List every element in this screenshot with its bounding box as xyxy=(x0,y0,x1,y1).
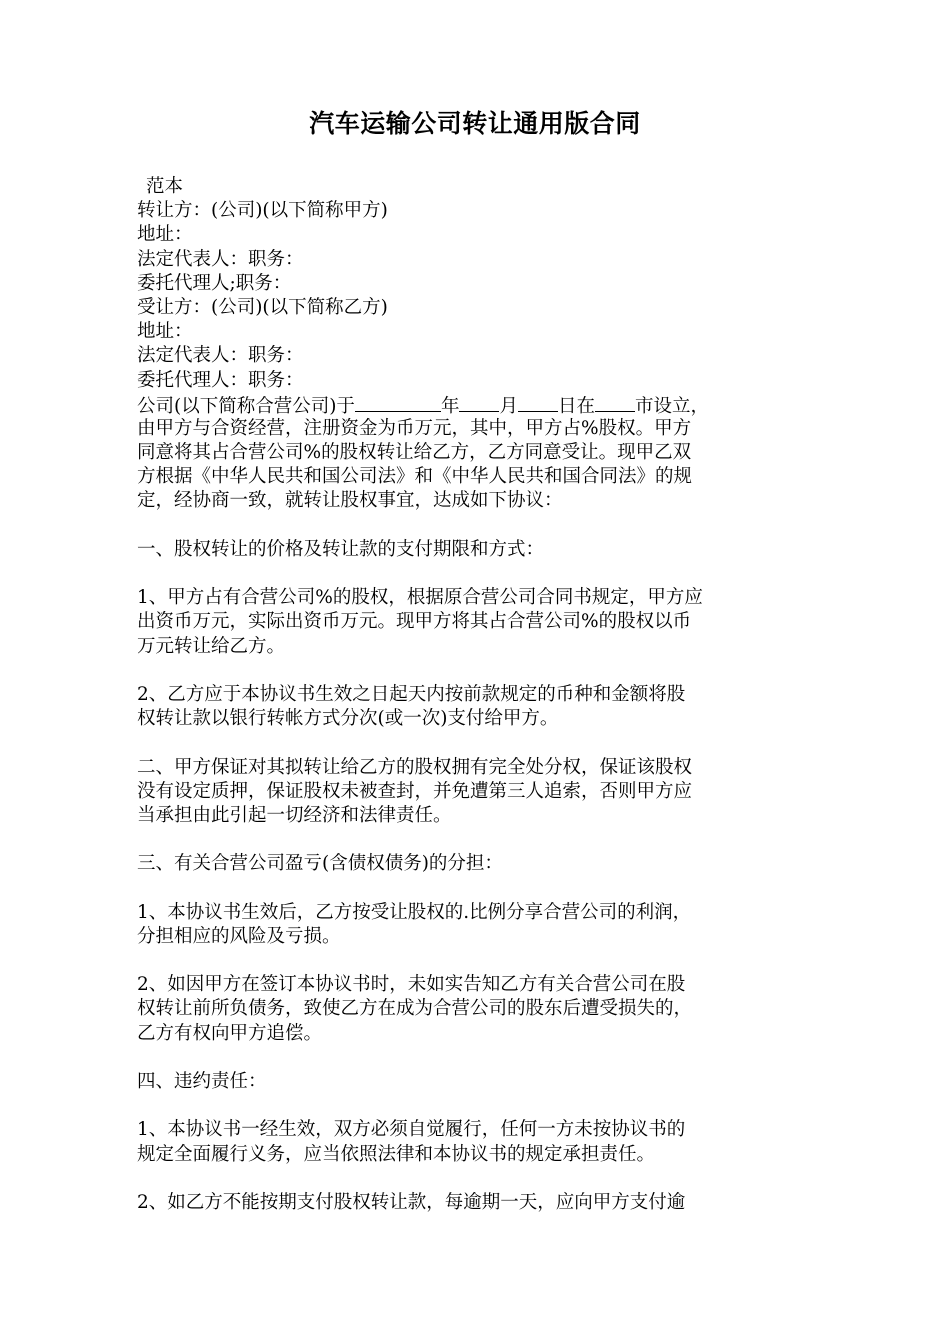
clause-line: 1、甲方占有合营公司%的股权，根据原合营公司合同书规定，甲方应 xyxy=(137,587,703,609)
intro-city-text: 市设立， xyxy=(634,395,709,417)
clause-paragraph xyxy=(137,1191,817,1215)
clause-paragraph xyxy=(137,586,817,659)
clause-paragraph xyxy=(137,538,817,562)
intro-day-text: 日在 xyxy=(557,395,595,417)
document-body xyxy=(137,175,817,1215)
intro-month-text: 月 xyxy=(499,395,518,417)
clause-paragraph xyxy=(137,973,817,1046)
clause-paragraph xyxy=(137,1070,817,1094)
city-blank xyxy=(595,393,635,412)
clause-line: 出资币万元，实际出资币万元。现甲方将其占合营公司%的股权以币 xyxy=(137,611,692,633)
intro-line: 方根据《中华人民共和国公司法》和《中华人民共和国合同法》的规 xyxy=(137,466,693,488)
intro-line: 由甲方与合资经营，注册资金为币万元，其中，甲方占%股权。甲方 xyxy=(137,417,692,439)
clause-line: 分担相应的风险及亏损。 xyxy=(137,925,341,947)
document-title: 汽车运输公司转让通用版合同 xyxy=(309,109,641,138)
party-info-line: 地址： xyxy=(137,321,193,343)
intro-first-line xyxy=(137,393,817,417)
clause-line: 权转让前所负债务，致使乙方在成为合营公司的股东后遭受损失的， xyxy=(137,998,693,1020)
intro-company-text: 公司(以下简称合营公司)于 xyxy=(137,395,355,417)
clause-paragraph xyxy=(137,901,817,949)
clause-paragraph xyxy=(137,1118,817,1166)
clause-line: 三、有关合营公司盈亏(含债权债务)的分担： xyxy=(137,853,503,875)
party-info-line: 受让方：(公司)(以下简称乙方) xyxy=(137,296,388,318)
party-info-line: 委托代理人;职务： xyxy=(137,272,292,294)
party-info-line: 转让方：(公司)(以下简称甲方) xyxy=(137,200,388,222)
contract-clauses xyxy=(137,538,817,1215)
clause-line: 万元转让给乙方。 xyxy=(137,635,286,657)
clause-line: 1、本协议书一经生效，双方必须自觉履行，任何一方未按协议书的 xyxy=(137,1119,686,1141)
clause-line: 当承担由此引起一切经济和法律责任。 xyxy=(137,804,452,826)
party-info-line: 法定代表人：职务： xyxy=(137,345,304,367)
clause-paragraph xyxy=(137,683,817,731)
party-info-line: 地址： xyxy=(137,224,193,246)
clause-line: 1、本协议书生效后，乙方按受让股权的.比例分享合营公司的利润， xyxy=(137,901,692,923)
clause-line: 二、甲方保证对其拟转让给乙方的股权拥有完全处分权，保证该股权 xyxy=(137,756,693,778)
clause-line: 规定全面履行义务，应当依照法律和本协议书的规定承担责任。 xyxy=(137,1143,656,1165)
year-blank xyxy=(355,393,441,412)
clause-line: 乙方有权向甲方追偿。 xyxy=(137,1022,323,1044)
clause-line: 2、如乙方不能按期支付股权转让款，每逾期一天，应向甲方支付逾 xyxy=(137,1191,686,1213)
party-info-line: 法定代表人：职务： xyxy=(137,248,304,270)
clause-paragraph xyxy=(137,852,817,876)
clause-line: 没有设定质押，保证股权未被查封，并免遭第三人追索，否则甲方应 xyxy=(137,780,693,802)
month-blank xyxy=(459,393,499,412)
clause-line: 权转让款以银行转帐方式分次(或一次)支付给甲方。 xyxy=(137,708,559,730)
clause-line: 2、如因甲方在签订本协议书时，未如实告知乙方有关合营公司在股 xyxy=(137,974,686,996)
day-blank xyxy=(518,393,558,412)
intro-year-text: 年 xyxy=(440,395,460,417)
party-info-block xyxy=(137,175,817,393)
clause-line: 四、违约责任： xyxy=(137,1070,267,1092)
intro-line: 同意将其占合营公司%的股权转让给乙方，乙方同意受让。现甲乙双 xyxy=(137,442,692,464)
clause-paragraph xyxy=(137,756,817,829)
template-label: 范本 xyxy=(146,176,184,197)
party-info-line: 委托代理人：职务： xyxy=(137,369,304,391)
intro-paragraph xyxy=(137,417,817,514)
intro-line: 定，经协商一致，就转让股权事宜，达成如下协议： xyxy=(137,490,563,512)
clause-line: 一、股权转让的价格及转让款的支付期限和方式： xyxy=(137,538,545,560)
clause-line: 2、乙方应于本协议书生效之日起天内按前款规定的币种和金额将股 xyxy=(137,683,686,705)
